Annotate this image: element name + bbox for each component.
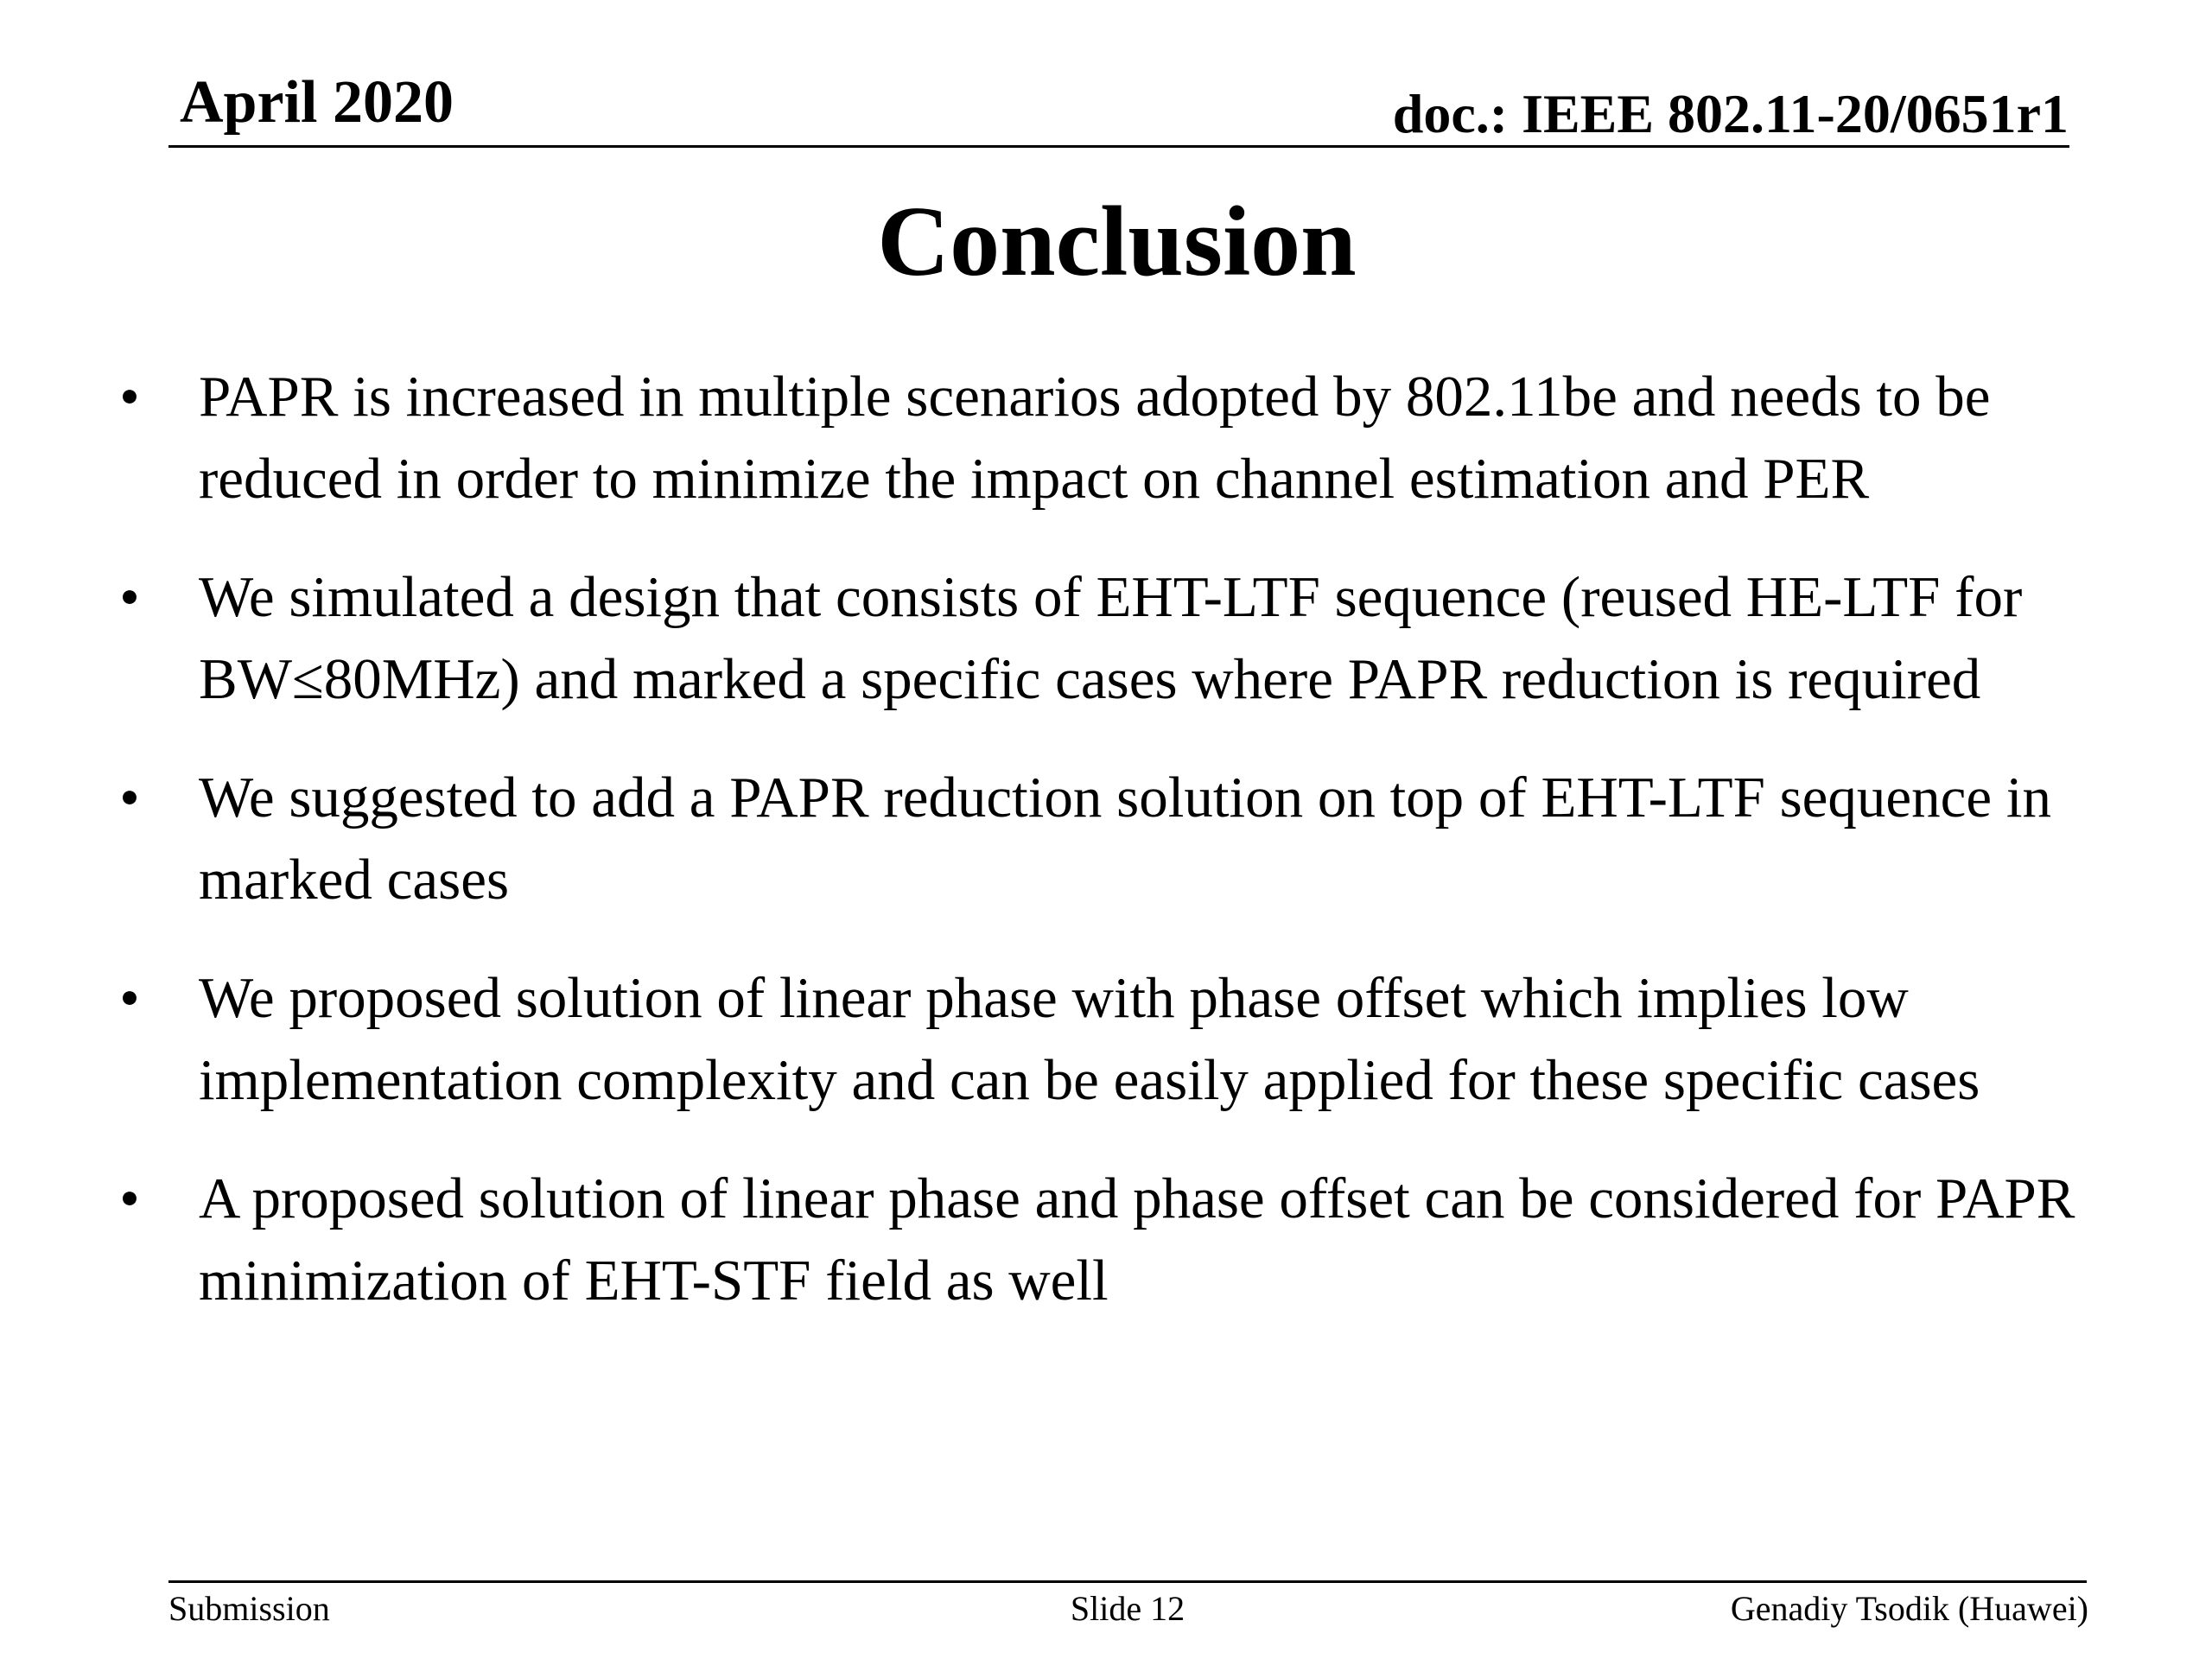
bullet-item-1 bbox=[112, 356, 2134, 520]
bullet-icon: • bbox=[119, 365, 140, 429]
slide-title: Conclusion bbox=[877, 187, 1357, 297]
bullet-item-5 bbox=[112, 1158, 2134, 1322]
bullet-icon: • bbox=[119, 766, 140, 830]
footer-slide-number: Slide 12 bbox=[1070, 1589, 1185, 1628]
header-divider bbox=[168, 145, 2069, 148]
bullet-text: We proposed solution of linear phase with phase offset which implies low implementation complexity and can be easily applied for these specific cases bbox=[199, 966, 1980, 1112]
bullet-item-3 bbox=[112, 757, 2134, 921]
header-date: April 2020 bbox=[180, 69, 454, 136]
bullet-text: We simulated a design that consists of EHT-LTF sequence (reused HE-LTF for BW≤80MHz) and marked a specific cases where PAPR reduction is required bbox=[199, 565, 2023, 711]
bullet-list bbox=[112, 356, 2134, 1358]
bullet-text: A proposed solution of linear phase and phase offset can be considered for PAPR minimization of EHT-STF field as well bbox=[199, 1166, 2075, 1313]
bullet-text: PAPR is increased in multiple scenarios adopted by 802.11be and needs to be reduced in order to minimize the impact on channel estimation and PER bbox=[199, 365, 1991, 511]
footer-divider bbox=[168, 1580, 2087, 1583]
bullet-icon: • bbox=[119, 966, 140, 1030]
header-doc-id: doc.: IEEE 802.11-20/0651r1 bbox=[1392, 83, 2069, 144]
bullet-text: We suggested to add a PAPR reduction solution on top of EHT-LTF sequence in marked cases bbox=[199, 766, 2051, 912]
bullet-item-2 bbox=[112, 556, 2134, 721]
bullet-item-4 bbox=[112, 957, 2134, 1122]
footer-author: Genadiy Tsodik (Huawei) bbox=[1730, 1589, 2088, 1628]
bullet-icon: • bbox=[119, 565, 140, 629]
footer-submission: Submission bbox=[168, 1589, 330, 1628]
bullet-icon: • bbox=[119, 1166, 140, 1230]
